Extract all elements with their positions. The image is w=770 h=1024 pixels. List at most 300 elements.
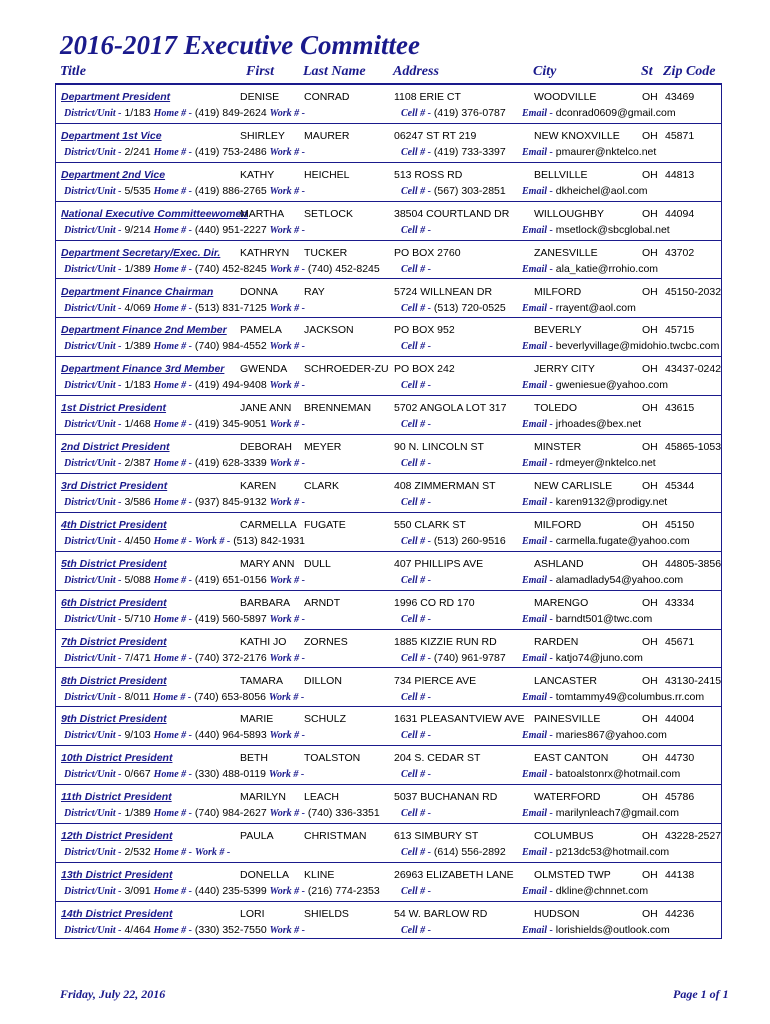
city: MILFORD	[534, 285, 582, 298]
email-address: msetlock@sbcglobal.net	[555, 223, 670, 236]
contact-line	[64, 535, 305, 548]
cell-line	[401, 379, 431, 392]
home-phone: (740) 984-4552	[194, 340, 267, 353]
state: OH	[642, 518, 658, 531]
district-label: District/Unit -	[64, 574, 122, 586]
home-label: Home # -	[153, 497, 192, 508]
cell-label: Cell # -	[401, 691, 431, 703]
first-name: MARY ANN	[240, 557, 295, 570]
header-first: First	[246, 64, 275, 79]
district-value: 3/586	[124, 496, 151, 508]
zip-code: 43130-2415	[665, 674, 722, 687]
first-name: KAREN	[240, 480, 277, 492]
email-address: rrayent@aol.com	[555, 301, 636, 314]
home-phone: (330) 488-0119	[194, 768, 266, 781]
cell-label: Cell # -	[401, 808, 431, 820]
cell-label: Cell # -	[401, 108, 431, 119]
city: ZANESVILLE	[534, 246, 598, 259]
state: OH	[642, 441, 658, 454]
first-name: DONELLA	[240, 869, 290, 881]
first-name: KATHI JO	[240, 635, 287, 648]
email-line	[522, 652, 643, 665]
position-title: Department 1st Vice	[61, 129, 162, 142]
district-value: 9/214	[124, 223, 151, 236]
home-phone: (440) 235-5399	[194, 885, 267, 897]
state: OH	[642, 907, 658, 920]
address: 38504 COURTLAND DR	[394, 207, 510, 220]
cell-line	[401, 302, 506, 315]
table-row	[56, 124, 721, 163]
email-address: dkheichel@aol.com	[555, 184, 648, 197]
cell-phone: (513) 720-0525	[433, 301, 506, 314]
position-title: 10th District President	[61, 752, 173, 765]
zip-code: 44813	[665, 168, 695, 181]
zip-code: 43615	[665, 402, 695, 415]
contact-line	[64, 263, 380, 276]
cell-line	[401, 885, 431, 898]
table-row	[56, 202, 721, 241]
position-title: Department Secretary/Exec. Dir.	[61, 246, 221, 259]
city: NEW CARLISLE	[534, 480, 613, 492]
home-phone: (330) 352-7550	[194, 923, 267, 936]
position-title: 5th District President	[61, 557, 167, 570]
work-label: Work # -	[269, 185, 305, 197]
first-name: BARBARA	[240, 596, 291, 609]
district-value: 1/389	[124, 807, 151, 820]
district-label: District/Unit -	[64, 146, 122, 158]
first-name: DONNA	[240, 285, 278, 298]
home-label: Home # -	[153, 224, 192, 236]
city: WOODVILLE	[534, 91, 597, 103]
first-name: SHIRLEY	[240, 129, 285, 142]
address: 407 PHILLIPS AVE	[394, 557, 484, 570]
position-title: Department Finance 2nd Member	[61, 324, 227, 337]
position-title: 12th District President	[61, 830, 173, 843]
home-phone: (440) 951-2227	[194, 223, 267, 236]
work-label: Work # -	[194, 535, 231, 547]
state: OH	[642, 713, 658, 726]
address: 06247 ST RT 219	[394, 129, 477, 142]
email-line	[522, 613, 652, 626]
home-label: Home # -	[153, 730, 192, 742]
page-title: 2016-2017 Executive Committee	[60, 30, 420, 60]
work-label: Work # -	[194, 847, 231, 859]
address: 5724 WILLNEAN DR	[394, 285, 493, 298]
district-value: 7/471	[124, 651, 151, 664]
contact-line	[64, 418, 305, 431]
home-label: Home # -	[153, 419, 192, 431]
cell-label: Cell # -	[401, 146, 431, 158]
email-line	[522, 457, 656, 470]
city: TOLEDO	[534, 402, 577, 415]
table-row	[56, 163, 721, 202]
email-line	[522, 768, 680, 781]
position-title: 14th District President	[61, 907, 173, 920]
address: 734 PIERCE AVE	[394, 674, 477, 687]
state: OH	[642, 596, 658, 609]
cell-label: Cell # -	[401, 730, 431, 742]
zip-code: 45150-2032	[665, 285, 722, 298]
position-title: National Executive Committeewomen	[61, 207, 248, 220]
first-name: KATHRYN	[240, 246, 290, 259]
email-label: Email -	[522, 886, 553, 897]
home-label: Home # -	[153, 341, 192, 353]
email-line	[522, 302, 636, 315]
cell-line	[401, 224, 431, 237]
cell-label: Cell # -	[401, 497, 431, 508]
email-line	[522, 224, 670, 237]
table-row	[56, 630, 721, 669]
contact-line	[64, 379, 305, 392]
cell-line	[401, 107, 506, 120]
city: WATERFORD	[534, 791, 601, 804]
cell-phone: (513) 260-9516	[433, 534, 506, 547]
zip-code: 43228-2527	[665, 830, 722, 843]
contact-line	[64, 340, 305, 353]
home-label: Home # -	[153, 847, 192, 859]
header-address: Address	[393, 64, 439, 79]
state: OH	[642, 363, 658, 376]
state: OH	[642, 480, 658, 492]
state: OH	[642, 246, 658, 259]
district-label: District/Unit -	[64, 886, 122, 897]
header-st: St	[641, 64, 653, 79]
district-label: District/Unit -	[64, 380, 122, 392]
contact-line	[64, 496, 305, 509]
district-value: 4/069	[124, 301, 151, 314]
district-value: 9/103	[124, 729, 151, 742]
state: OH	[642, 752, 658, 765]
district-label: District/Unit -	[64, 185, 122, 197]
contact-line	[64, 807, 380, 820]
district-label: District/Unit -	[64, 730, 122, 742]
table-row	[56, 474, 721, 513]
position-title: 4th District President	[61, 518, 167, 531]
zip-code: 43334	[665, 596, 695, 609]
district-label: District/Unit -	[64, 497, 122, 508]
cell-line	[401, 768, 431, 781]
home-label: Home # -	[153, 458, 192, 470]
last-name: FUGATE	[304, 518, 346, 531]
cell-label: Cell # -	[401, 886, 431, 897]
email-line	[522, 885, 648, 898]
header-last-name: Last Name	[303, 64, 366, 79]
email-address: jrhoades@bex.net	[555, 418, 642, 431]
email-address: carmella.fugate@yahoo.com	[555, 534, 690, 547]
home-phone: (419) 753-2486	[194, 145, 267, 158]
district-label: District/Unit -	[64, 613, 122, 625]
work-label: Work # -	[269, 380, 305, 392]
cell-label: Cell # -	[401, 185, 431, 197]
cell-label: Cell # -	[401, 535, 431, 547]
work-phone: (216) 774-2353	[307, 885, 380, 897]
email-line	[522, 807, 679, 820]
header-city: City	[533, 64, 557, 79]
city: OLMSTED TWP	[534, 869, 611, 881]
first-name: PAMELA	[240, 324, 282, 337]
city: HUDSON	[534, 907, 580, 920]
home-phone: (419) 886-2765	[194, 184, 267, 197]
last-name: CONRAD	[304, 91, 350, 103]
city: BELLVILLE	[534, 168, 588, 181]
email-line	[522, 729, 667, 742]
home-phone: (440) 964-5893	[194, 729, 267, 742]
cell-line	[401, 924, 431, 937]
address: 1108 ERIE CT	[394, 91, 461, 103]
district-label: District/Unit -	[64, 535, 122, 547]
home-phone: (419) 849-2624	[194, 107, 267, 119]
cell-line	[401, 340, 431, 353]
email-label: Email -	[522, 808, 553, 820]
state: OH	[642, 635, 658, 648]
state: OH	[642, 285, 658, 298]
cell-label: Cell # -	[401, 458, 431, 470]
city: LANCASTER	[534, 674, 598, 687]
last-name: SCHROEDER-ZU	[304, 363, 389, 376]
city: JERRY CITY	[534, 363, 595, 376]
cell-label: Cell # -	[401, 769, 431, 781]
email-label: Email -	[522, 497, 553, 508]
district-label: District/Unit -	[64, 808, 122, 820]
address: 5702 ANGOLA LOT 317	[394, 402, 507, 415]
district-label: District/Unit -	[64, 769, 122, 781]
email-label: Email -	[522, 380, 553, 392]
address: 54 W. BARLOW RD	[394, 907, 488, 920]
position-title: 6th District President	[61, 596, 167, 609]
district-value: 1/183	[124, 107, 151, 119]
contact-line	[64, 846, 230, 859]
email-address: maries867@yahoo.com	[555, 729, 667, 742]
state: OH	[642, 830, 658, 843]
email-address: dkline@chnnet.com	[555, 885, 649, 897]
home-label: Home # -	[153, 535, 192, 547]
contact-line	[64, 768, 304, 781]
cell-line	[401, 457, 431, 470]
address: 26963 ELIZABETH LANE	[394, 869, 514, 881]
district-label: District/Unit -	[64, 847, 122, 859]
work-phone: (513) 842-1931	[233, 534, 305, 547]
home-label: Home # -	[153, 652, 192, 664]
contact-line	[64, 302, 305, 315]
work-label: Work # -	[269, 652, 305, 664]
cell-line	[401, 535, 506, 548]
district-value: 1/389	[124, 262, 151, 275]
work-label: Work # -	[268, 769, 305, 781]
first-name: KATHY	[240, 168, 275, 181]
last-name: BRENNEMAN	[304, 402, 372, 415]
zip-code: 45150	[665, 518, 695, 531]
cell-label: Cell # -	[401, 380, 431, 392]
table-row	[56, 863, 721, 902]
work-label: Work # -	[268, 691, 305, 703]
district-value: 5/535	[124, 184, 151, 197]
position-title: 13th District President	[61, 869, 173, 881]
district-value: 3/091	[124, 885, 151, 897]
district-value: 2/387	[124, 457, 151, 470]
zip-code: 43437-0242	[665, 363, 722, 376]
work-label: Work # -	[269, 497, 305, 508]
cell-label: Cell # -	[401, 924, 431, 936]
position-title: 2nd District President	[61, 441, 170, 454]
email-address: gweniesue@yahoo.com	[555, 379, 668, 392]
email-line	[522, 185, 648, 198]
home-phone: (419) 494-9408	[194, 379, 267, 392]
committee-table	[55, 83, 722, 939]
table-row	[56, 669, 721, 708]
zip-code: 44236	[665, 907, 695, 920]
city: RARDEN	[534, 635, 579, 648]
city: NEW KNOXVILLE	[534, 129, 620, 142]
first-name: DEBORAH	[240, 441, 292, 454]
contact-line	[64, 729, 305, 742]
city: EAST CANTON	[534, 752, 609, 765]
address: 5037 BUCHANAN RD	[394, 791, 498, 804]
home-label: Home # -	[153, 185, 192, 197]
home-label: Home # -	[153, 886, 192, 897]
district-value: 1/183	[124, 379, 151, 392]
last-name: ZORNES	[304, 635, 348, 648]
table-row	[56, 241, 721, 280]
email-label: Email -	[522, 458, 553, 470]
home-label: Home # -	[153, 808, 192, 820]
city: MINSTER	[534, 441, 582, 454]
work-label: Work # -	[269, 419, 305, 431]
position-title: 8th District President	[61, 674, 167, 687]
email-line	[522, 574, 683, 587]
cell-line	[401, 185, 506, 198]
first-name: DENISE	[240, 91, 280, 103]
zip-code: 43702	[665, 246, 695, 259]
address: 613 SIMBURY ST	[394, 830, 479, 843]
email-address: tomtammy49@columbus.rr.com	[555, 690, 705, 703]
cell-line	[401, 146, 506, 159]
home-label: Home # -	[153, 613, 192, 625]
work-label: Work # -	[269, 924, 305, 936]
email-label: Email -	[522, 652, 553, 664]
table-row	[56, 513, 721, 552]
district-value: 8/011	[124, 690, 150, 703]
address: PO BOX 242	[394, 363, 455, 376]
email-label: Email -	[522, 924, 553, 936]
email-address: lorishields@outlook.com	[555, 923, 670, 936]
email-address: batoalstonrx@hotmail.com	[555, 768, 681, 781]
email-line	[522, 924, 670, 937]
cell-label: Cell # -	[401, 224, 431, 236]
work-label: Work # -	[269, 302, 305, 314]
cell-phone: (419) 733-3397	[433, 145, 506, 158]
cell-label: Cell # -	[401, 574, 431, 586]
district-label: District/Unit -	[64, 691, 122, 703]
last-name: SCHULZ	[304, 713, 347, 726]
district-label: District/Unit -	[64, 341, 122, 353]
address: 1885 KIZZIE RUN RD	[394, 635, 497, 648]
email-label: Email -	[522, 847, 553, 859]
city: WILLOUGHBY	[534, 207, 605, 220]
email-label: Email -	[522, 769, 553, 781]
last-name: HEICHEL	[304, 168, 350, 181]
first-name: MARILYN	[240, 791, 286, 804]
cell-line	[401, 652, 506, 665]
zip-code: 44730	[665, 752, 695, 765]
zip-code: 44004	[665, 713, 695, 726]
contact-line	[64, 146, 305, 159]
home-label: Home # -	[153, 108, 192, 119]
home-phone: (513) 831-7125	[194, 301, 267, 314]
district-label: District/Unit -	[64, 263, 122, 275]
email-address: rdmeyer@nktelco.net	[555, 457, 656, 470]
email-address: pmaurer@nktelco.net	[555, 145, 657, 158]
home-phone: (419) 560-5897	[194, 612, 267, 625]
zip-code: 44805-3856	[665, 557, 722, 570]
first-name: MARTHA	[240, 207, 285, 220]
work-label: Work # -	[269, 108, 305, 119]
home-phone: (740) 653-8056	[194, 690, 266, 703]
zip-code: 44138	[665, 869, 695, 881]
email-address: alamadlady54@yahoo.com	[555, 573, 684, 586]
position-title: 3rd District President	[61, 480, 168, 492]
cell-label: Cell # -	[401, 419, 431, 431]
position-title: 9th District President	[61, 713, 167, 726]
cell-label: Cell # -	[401, 341, 431, 353]
home-label: Home # -	[153, 769, 192, 781]
last-name: DULL	[304, 557, 331, 570]
email-label: Email -	[522, 691, 553, 703]
email-label: Email -	[522, 574, 553, 586]
email-line	[522, 691, 704, 704]
address: 1996 CO RD 170	[394, 596, 475, 609]
work-label: Work # -	[269, 613, 305, 625]
zip-code: 44094	[665, 207, 695, 220]
zip-code: 45715	[665, 324, 695, 337]
cell-line	[401, 691, 431, 704]
email-label: Email -	[522, 263, 553, 275]
email-label: Email -	[522, 419, 553, 431]
state: OH	[642, 129, 658, 142]
email-address: katjo74@juno.com	[555, 651, 643, 664]
state: OH	[642, 557, 658, 570]
email-label: Email -	[522, 224, 553, 236]
email-label: Email -	[522, 613, 553, 625]
home-phone: (937) 845-9132	[194, 496, 267, 508]
footer-date: Friday, July 22, 2016	[60, 987, 166, 1001]
position-title: 7th District President	[61, 635, 167, 648]
email-label: Email -	[522, 341, 553, 353]
last-name: MEYER	[304, 441, 342, 454]
table-row	[56, 746, 721, 785]
last-name: SETLOCK	[304, 207, 354, 220]
first-name: BETH	[240, 752, 269, 765]
table-row	[56, 85, 721, 124]
last-name: KLINE	[304, 869, 335, 881]
state: OH	[642, 168, 658, 181]
email-label: Email -	[522, 302, 553, 314]
zip-code: 45865-1053	[665, 441, 722, 454]
state: OH	[642, 91, 658, 103]
table-row	[56, 591, 721, 630]
first-name: LORI	[240, 907, 265, 920]
table-row	[56, 785, 721, 824]
position-title: Department 2nd Vice	[61, 168, 166, 181]
position-title: Department Finance Chairman	[61, 285, 214, 298]
cell-phone: (740) 961-9787	[433, 651, 506, 664]
work-label: Work # -	[269, 146, 305, 158]
email-line	[522, 535, 690, 548]
cell-phone: (419) 376-0787	[433, 107, 506, 119]
first-name: JANE ANN	[240, 402, 292, 415]
cell-line	[401, 846, 506, 859]
zip-code: 45344	[665, 480, 695, 492]
address: 408 ZIMMERMAN ST	[394, 480, 496, 492]
